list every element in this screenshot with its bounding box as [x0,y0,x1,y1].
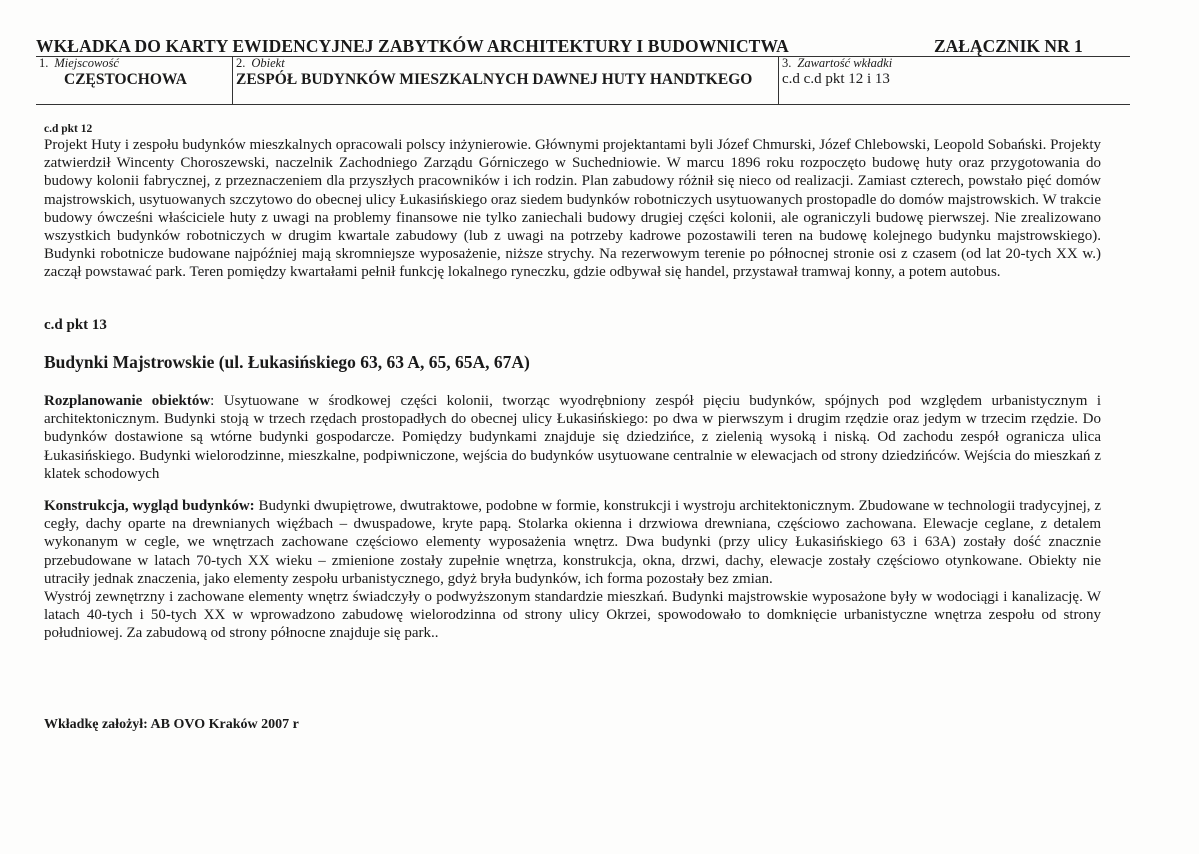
section-13-heading: Budynki Majstrowskie (ul. Łukasińskiego 63, 63 A, 65, 65A, 67A) [44,352,530,372]
title-row [36,36,1130,57]
section-13-label: c.d pkt 13 [44,317,107,333]
construction-label: Konstrukcja, wygląd budynków: [44,498,255,514]
field-object [232,56,779,104]
field-label: Obiekt [251,56,285,70]
layout-text: : Usytuowane w środkowej części kolonii, tworząc wyodrębniony zespół pięciu budynków, spójnych pod względem urbanistycznym i architektonicznym. Budynki stoją w trzech rzędach prostopadłych do obecnej ulicy Łukasińskiego: po dwa w pierwszym i drugim rzędzie oraz jedym w trzecim rzędzie. Do budynków dostawione są wtórne budynki gospodarcze. Pomiędzy budynkami znajduje się dziedzińce, z zielenią wysoką i niską. Od zachodu zespół ogranicza ulica Łukasińskiego. Budynki wielorodzinne, mieszkalne, podpiwniczone, wejścia do budynków usytuowane centralnie w elewacjach od strony dziedzińców. Wejścia do mieszkań z klatek schodowych [44,393,1102,482]
annex-number: ZAŁĄCZNIK NR 1 [934,36,1083,56]
field-contents [778,56,1131,104]
field-label: Miejscowość [54,56,119,70]
field-locality [36,56,232,104]
header-table [36,56,1130,105]
construction-text: Budynki dwupiętrowe, dwutraktowe, podobne w formie, konstrukcji i wystroju architektonicznym. Zbudowane w technologii tradycyjnej, z cegły, dachy oparte na drewnianych więźbach – dwuspadowe, kryte papą. Stolarka okienna i drzwiowa drewniana, częściowo zachowana. Elewacje ceglane, z detalem wykonanym w cegle, we wnętrzach zachowane częściowo elementy wyposażenia wnętrz. Dwa budynki (przy ulicy Łukasińskiego 63 i 63A) zostały dość znacznie przebudowane w latach 70-tych XX wieku – zmienione zostały zupełnie wnętrza, konstrukcja, okna, drzwi, dachy, elewacje zostały częściowo otynkowane. Obiekty nie utraciły jednak znaczenia, jako elementy zespołu urbanistycznego, gdyż bryła budynków, ich forma pozostały bez zmian. [44,498,1101,587]
construction-paragraph [44,497,1101,643]
footer-author: Wkładkę założył: AB OVO Kraków 2007 r [44,717,299,732]
field-number: 2. [236,56,246,70]
field-number: 1. [39,56,49,70]
field-number: 3. [782,56,792,70]
document-body [44,122,1102,642]
layout-label: Rozplanowanie obiektów [44,393,211,409]
field-value: c.d c.d pkt 12 i 13 [782,71,890,87]
field-label: Zawartość wkładki [797,56,893,70]
field-value: CZĘSTOCHOWA [64,71,187,88]
section-12-text: Projekt Huty i zespołu budynków mieszkalnych opracowali polscy inżynierowie. Głównymi projektantami byli Józef Chmurski, Józef Chlebowski, Leopold Sobański. Projekty zatwierdził Wincenty Choroszewski, naczelnik Zachodniego Zarządu Górniczego w Suchedniowie. W marcu 1896 roku rozpoczęto budowę huty oraz przygotowania do budowy kolonii fabrycznej, z przeznaczeniem dla przyszłych pracowników i ich rodzin. Plan zabudowy różnił się nieco od realizacji. Zamiast czterech, powstało pięć domów majstrowskich, usytuowanych szczytowo do obecnej ulicy Łukasińskiego oraz siedem budynków robotniczych usytuowanych prostopadle do domów majstrowskich. W trakcie budowy ówcześni właściciele huty z uwagi na problemy finansowe nie tylko zaniechali budowy drugiej części kolonii, ale ograniczyli budowę pierwszej. Nie zrealizowano wszystkich budynków robotniczych w drugim kwartale zabudowy (lub z uwagi na potrzeby kadrowe pozostawili teren na budowę kolejnego budynku majstrowskiego). Budynki robotnicze budowane najpóźniej mają skromnieȷsze wyposażenie, niższe strychy. Na rezerwowym terenie po północnej stronie osi z czasem (od lat 20-tych XX w.) zaczął powstawać park. Teren pomiędzy kwartałami pełnił funkcję lokalnego ryneczku, gdzie odbywał się handel, przystawał tramwaj konny, a potem autobus. [44,137,1101,281]
construction-text-2: Wystrój zewnętrzny i zachowane elementy wnętrz świadczyły o podwyższonym standardzie mieszkań. Budynki majstrowskie wyposażone były w wodociągi i kanalizację. W latach 40-tych i 50-tych XX w wprowadzono zabudowę wielorodzinna od strony ulicy Okrzei, spowodowało to domknięcie urbanistyczne wnętrza zespołu od strony południowej. Za zabudową od strony północne znajduje się park.. [44,589,1101,642]
document-title: WKŁADKA DO KARTY EWIDENCYJNEJ ZABYTKÓW ARCHITEKTURY I BUDOWNICTWA [36,36,789,56]
layout-paragraph [44,392,1101,483]
section-12-label: c.d pkt 12 [44,123,93,135]
field-value: ZESPÓŁ BUDYNKÓW MIESZKALNYCH DAWNEJ HUTY HANDTKEGO [236,71,753,88]
